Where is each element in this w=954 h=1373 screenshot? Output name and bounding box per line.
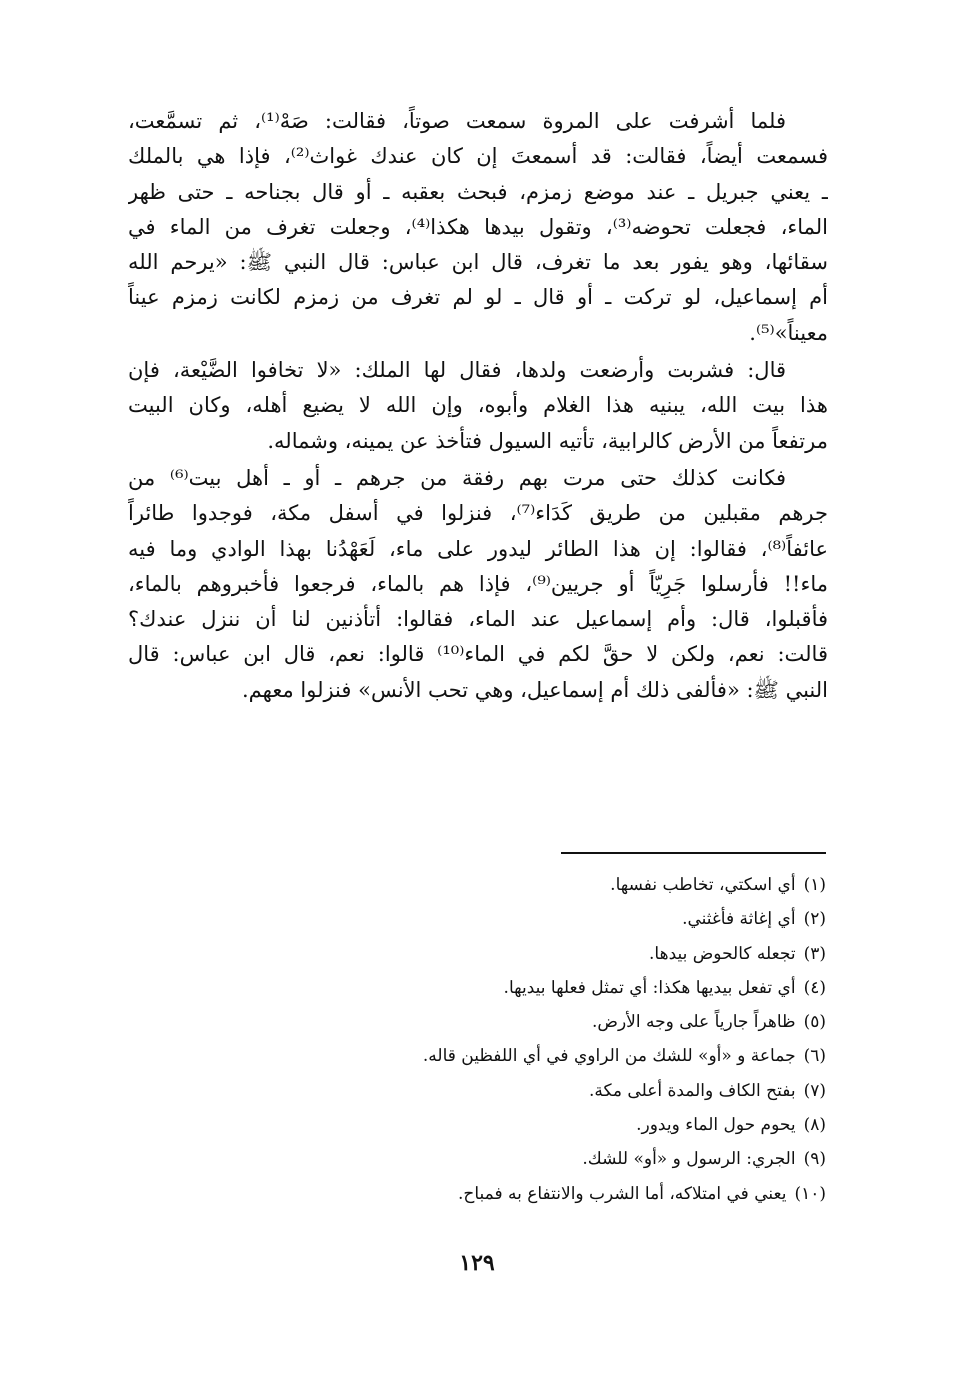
footnote-number: (٧) [803,1080,826,1101]
paragraph-2 [128,353,828,459]
main-text [128,104,828,710]
footnote-text: أي اسكتي، تخاطب نفسها. [610,875,796,895]
footnote-item [126,971,826,1005]
text-line: هذا بيت الله، يبنيه هذا الغلام وأبوه، وإن الله لا يضيع أهله، وكان البيت [128,393,828,418]
text-line: فلما أشرفت على المروة سمعت صوتاً، فقالت: صَهْ⁽¹⁾، ثم تسمَّعت، [128,109,786,133]
footnote-item [126,868,826,902]
paragraph-3 [128,461,828,708]
footnote-text: أي إغاثة فأغثني. [682,909,796,930]
paragraph-1 [128,104,828,351]
footnote-text: يحوم حول الماء ويدور. [636,1115,796,1136]
footnote-item [126,937,826,971]
text-line: فسمعت أيضاً، فقالت: قد أسمعتَ إن كان عندك غواث⁽²⁾، فإذا هي بالملك [128,144,828,169]
footnote-item [126,1039,826,1073]
footnote-item [126,1005,826,1039]
footnote-text: ظاهراً جارياً على وجه الأرض. [592,1012,796,1033]
footnote-number: (١٠) [794,1183,826,1204]
footnote-item [126,1177,826,1211]
footnote-text: أي تفعل بيديها هكذا: أي تمثل فعلها بيديها. [503,977,796,998]
footnote-text: الجري: الرسول و «أو» للشك. [582,1149,796,1170]
text-line: الماء، فجعلت تحوضه⁽³⁾، وتقول بيدها هكذا⁽⁴⁾، وجعلت تغرف من الماء في [128,214,828,239]
page-number: ١٢٩ [459,1250,495,1276]
footnote-number: (٦) [803,1046,826,1067]
footnotes [126,868,826,1211]
text-line: فكانت كذلك حتى مرت بهم رفقة من جرهم ـ أو ـ أهل بيت⁽⁶⁾ من [128,465,786,490]
text-line: النبي ﷺ: «فألفى ذلك أم إسماعيل، وهي تحب الأنس» فنزلوا معهم. [242,677,828,702]
text-line: فأقبلوا، قال: وأم إسماعيل عند الماء، فقالوا: أتأذنين لنا أن ننزل عندك؟ [128,607,828,632]
footnote-number: (٨) [803,1115,826,1136]
footnote-text: يعني في امتلاكه، أما الشرب والانتفاع به فمباح. [457,1183,787,1204]
text-line: أم إسماعيل، لو تركت ـ أو قال ـ لو لم تغرف من زمزم لكانت زمزم عيناً [128,285,828,310]
text-line: عائفاً⁽⁸⁾، فقالوا: إن هذا الطائر ليدور على ماء، لَعَهْدُنا بهذا الوادي وما فيه [128,536,828,561]
footnote-item [126,1108,826,1142]
text-line: قال: فشربت وأرضعت ولدها، فقال لها الملك: «لا تخافوا الضَّيْعة، فإن [128,358,786,383]
footnote-text: تجعله كالحوض بيدها. [649,943,796,964]
text-line: ماء!! فأرسلوا جَرِيّاً أو جريين⁽⁹⁾، فإذا هم بالماء، فرجعوا فأخبروهم بالماء، [128,571,828,596]
text-line: قالت: نعم، ولكن لا حقَّ لكم في الماء⁽¹⁰⁾ قالوا: نعم، قال ابن عباس: قال [128,642,828,667]
text-line: ـ يعني جبريل ـ عند موضع زمزم، فبحث بعقبه ـ أو قال بجناحه ـ حتى ظهر [128,179,828,204]
footnote-number: (٣) [803,943,826,964]
text-line: سقائها، وهو يفور بعد ما تغرف، قال ابن عباس: قال النبي ﷺ: «يرحم الله [128,250,828,275]
footnote-number: (٩) [803,1149,826,1170]
text-line: مرتفعاً من الأرض كالرابية، تأتيه السيول فتأخذ عن يمينه، وشماله. [267,428,828,453]
footnote-item [126,1074,826,1108]
footnote-number: (٤) [803,977,826,998]
footnote-item [126,902,826,936]
footnote-divider [561,852,826,854]
footnote-item [126,1142,826,1176]
footnote-number: (١) [803,875,826,895]
text-line: معيناً»⁽⁵⁾. [749,320,828,345]
footnote-text: بفتح الكاف والمدة أعلى مكة. [588,1080,796,1101]
text-line: جرهم مقبلين من طريق كَدَاء⁽⁷⁾، فنزلوا في أسفل مكة، فوجدوا طائراً [128,501,828,526]
footnote-text: جماعة و «أو» للشك من الراوي في أي اللفظين قاله. [422,1046,796,1067]
footnote-number: (٢) [803,909,826,930]
footnote-number: (٥) [803,1012,826,1033]
